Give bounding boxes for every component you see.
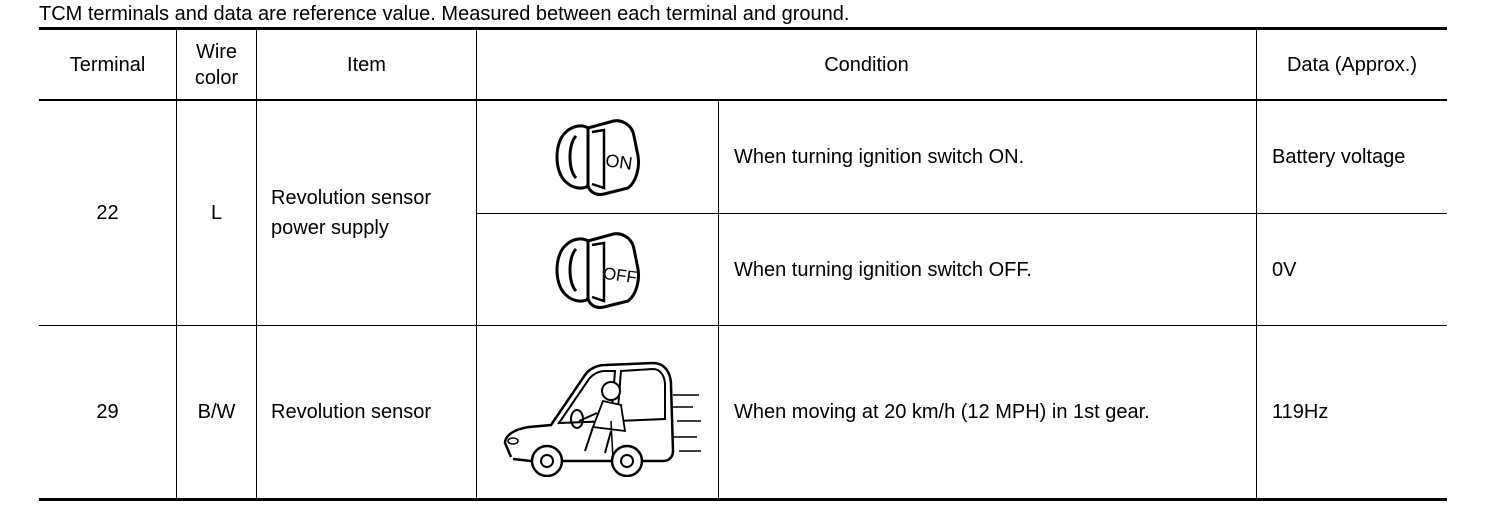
- terminal-value: 22: [96, 202, 119, 224]
- condition-off-text: When turning ignition switch OFF.: [734, 258, 1032, 281]
- condition-text: [734, 101, 1249, 213]
- condition-text: [734, 326, 1249, 498]
- wire-color-value: B/W: [197, 401, 236, 423]
- table-bottom-rule: [39, 498, 1447, 501]
- data-on-value: Battery voltage: [1272, 146, 1406, 168]
- item-line1: Revolution sensor: [271, 187, 432, 209]
- header-condition-label: Condition: [824, 53, 909, 76]
- icon-label: OFF: [601, 263, 638, 287]
- header-data: [1257, 30, 1447, 99]
- header-item: [257, 30, 476, 99]
- header-data-label: Data (Approx.): [1286, 53, 1418, 76]
- data-moving-value: 119Hz: [1272, 401, 1329, 423]
- data-value: [1272, 214, 1442, 325]
- header-condition: [477, 30, 1256, 99]
- header-wire-color-line1: Wire: [195, 40, 238, 63]
- condition-text: [734, 214, 1249, 325]
- column-divider: [1256, 30, 1257, 498]
- condition-moving-text: When moving at 20 km/h (12 MPH) in 1st gear.: [734, 401, 1150, 423]
- header-terminal: [39, 30, 176, 99]
- item-value: Revolution sensor: [271, 401, 432, 423]
- table-row-wire-color: [177, 101, 256, 325]
- table-row-item: [271, 326, 471, 498]
- table-row-item: [271, 101, 471, 325]
- header-wire-color: [177, 30, 256, 99]
- column-divider: [718, 101, 719, 498]
- column-divider: [256, 30, 257, 498]
- condition-on-text: When turning ignition switch ON.: [734, 146, 1025, 168]
- ignition-key-on-icon: [477, 101, 718, 213]
- icon-label: ON: [603, 150, 634, 174]
- header-terminal-label: Terminal: [69, 53, 146, 76]
- table-caption: TCM terminals and data are reference value. Measured between each terminal and ground.: [39, 3, 850, 25]
- wire-color-value: L: [210, 202, 223, 224]
- data-value: [1272, 101, 1442, 213]
- header-wire-color-line2: color: [194, 66, 239, 89]
- header-item-label: Item: [347, 53, 386, 76]
- table-row-terminal: [39, 326, 176, 498]
- data-off-value: 0V: [1272, 258, 1297, 281]
- item-line2: power supply: [271, 217, 389, 239]
- data-value: [1272, 326, 1442, 498]
- table-row-terminal: [39, 101, 176, 325]
- ignition-key-off-icon: [477, 214, 718, 325]
- table-row-wire-color: [177, 326, 256, 498]
- terminal-value: 29: [96, 401, 119, 423]
- driving-car-icon: [477, 326, 718, 498]
